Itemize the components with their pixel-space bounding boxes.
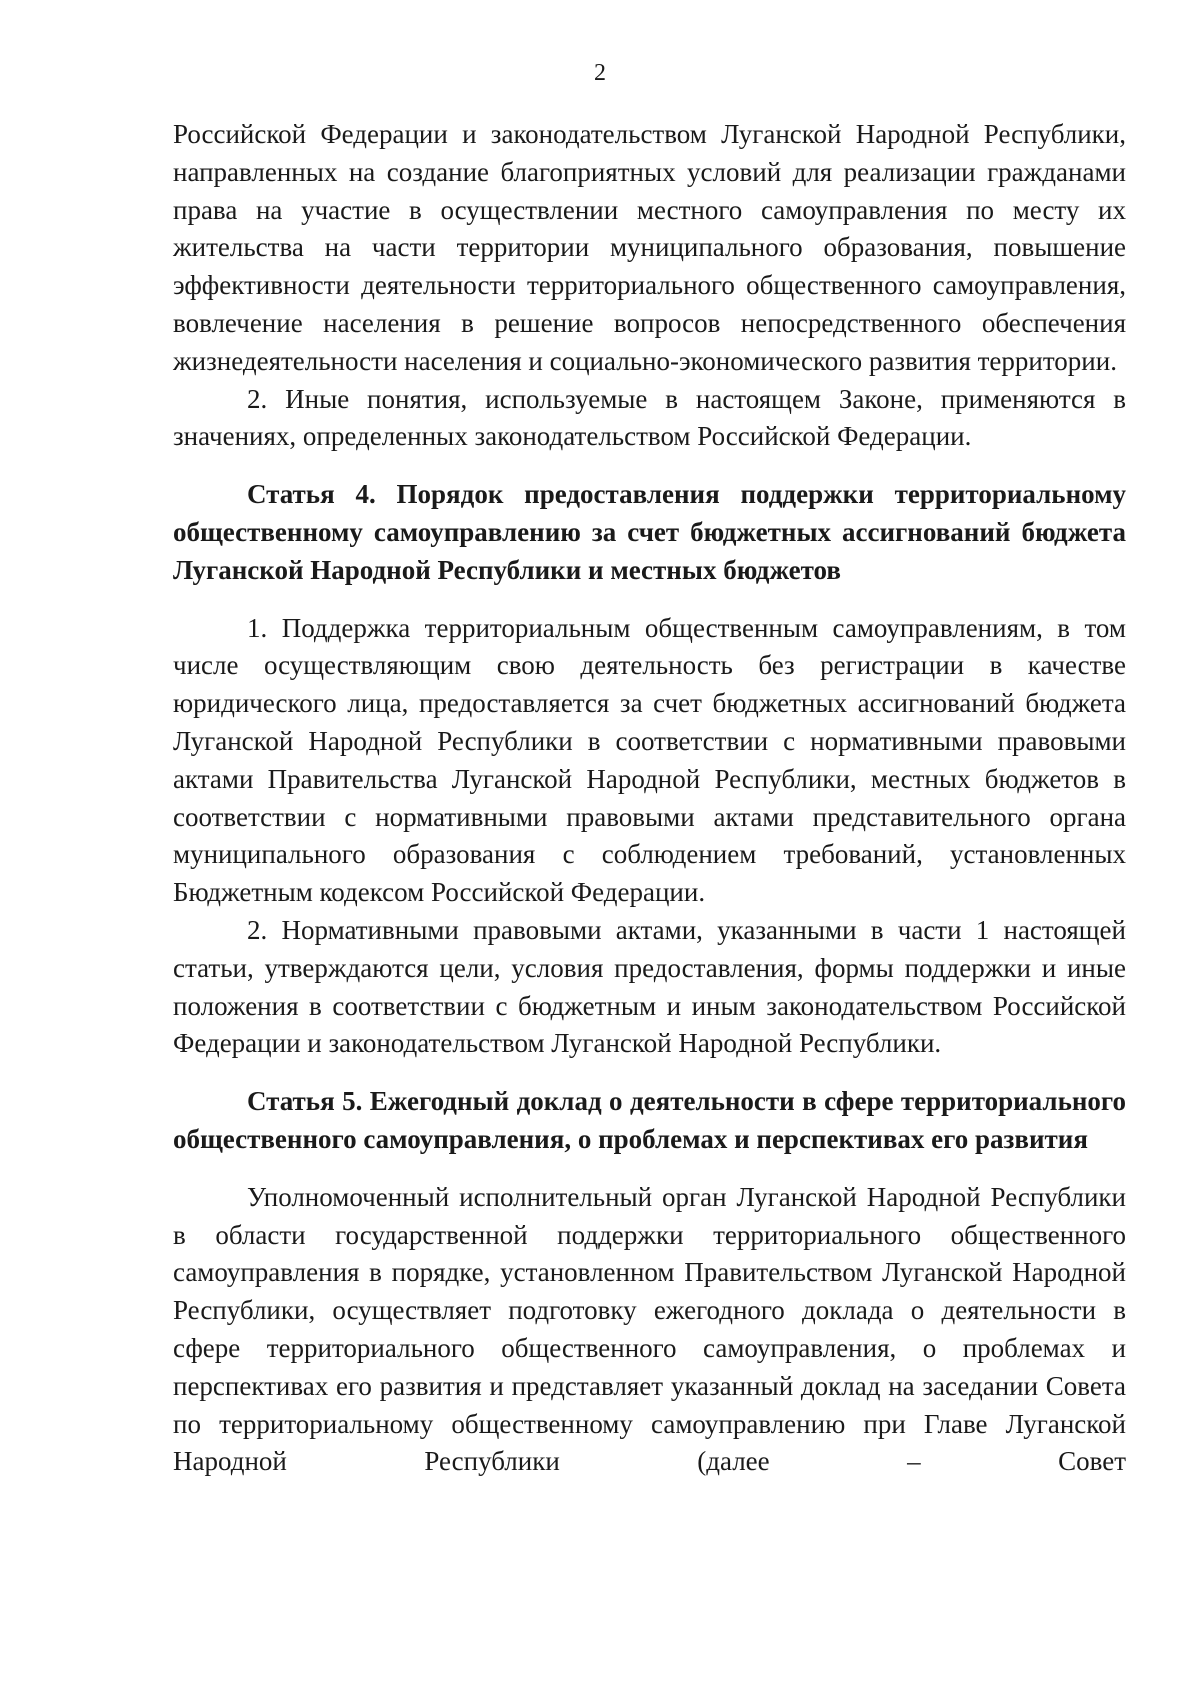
article-4-paragraph-2: 2. Нормативными правовыми актами, указанными в части 1 настоящей статьи, утверждаются цели, условия предоставления, формы поддержки и иные положения в соответствии с бюджетным и иным законодательством Российской Федерации и законодательством Луганской Народной Республики. — [173, 914, 1126, 1059]
page-number: 2 — [594, 60, 606, 86]
article-5-heading: Статья 5. Ежегодный доклад о деятельности в сфере территориального общественного самоуправления, о проблемах и перспективах его развития — [173, 1086, 1126, 1154]
document-body — [173, 116, 1126, 1481]
article-4-heading: Статья 4. Порядок предоставления поддержки территориальному общественному самоуправлению за счет бюджетных ассигнований бюджета Луганской Народной Республики и местных бюджетов — [173, 479, 1126, 585]
article-5-paragraph: Уполномоченный исполнительный орган Луганской Народной Республики в области государственной поддержки территориального общественного самоуправления в порядке, установленном Правительством Луганской Народной Республики, осуществляет подготовку ежегодного доклада о деятельности в сфере территориального общественного самоуправления, о проблемах и перспективах его развития и представляет указанный доклад на заседании Совета по территориальному общественному самоуправлению при Главе Луганской Народной Республики (далее – Совет — [173, 1181, 1126, 1477]
article-4-paragraph-1: 1. Поддержка территориальным общественным самоуправлениям, в том числе осуществляющим свою деятельность без регистрации в качестве юридического лица, предоставляется за счет бюджетных ассигнований бюджета Луганской Народной Республики в соответствии с нормативными правовыми актами Правительства Луганской Народной Республики, местных бюджетов в соответствии с нормативными правовыми актами представительного органа муниципального образования с соблюдением требований, установленных Бюджетным кодексом Российской Федерации. — [173, 612, 1126, 908]
paragraph-continuation: Российской Федерации и законодательством Луганской Народной Республики, направленных на создание благоприятных условий для реализации гражданами права на участие в осуществлении местного самоуправления по месту их жительства на части территории муниципального образования, повышение эффективности деятельности территориального общественного самоуправления, вовлечение населения в решение вопросов непосредственного обеспечения жизнедеятельности населения и социально-экономического развития территории. — [173, 119, 1126, 376]
paragraph-item-2: 2. Иные понятия, используемые в настоящем Законе, применяются в значениях, определенных законодательством Российской Федерации. — [173, 383, 1126, 452]
